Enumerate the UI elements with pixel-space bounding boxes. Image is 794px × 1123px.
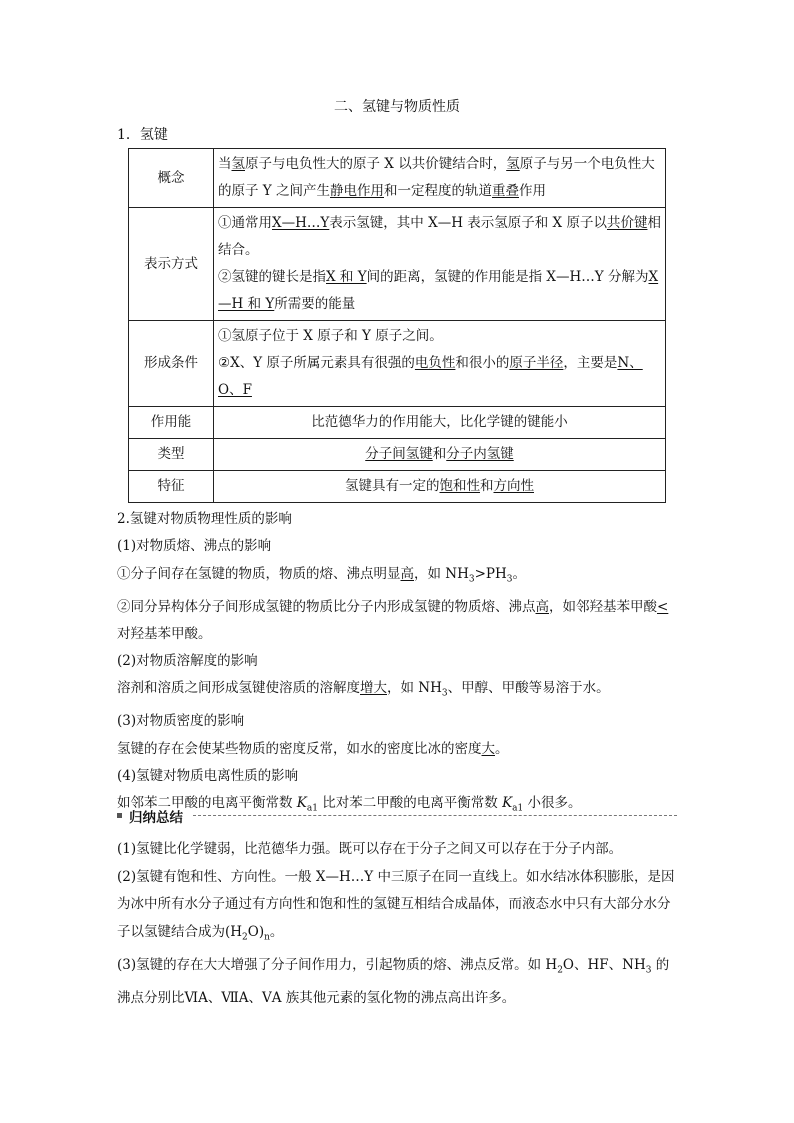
subsection-heading: (1)对物质熔、沸点的影响: [117, 538, 272, 555]
row-key: 作用能: [129, 407, 214, 439]
subsection-heading: (2)对物质溶解度的影响: [117, 653, 258, 670]
row-key: 形成条件: [129, 321, 214, 407]
paragraph: ②同分异构体分子间形成氢键的物质比分子内形成氢键的物质熔、沸点高，如邻羟基苯甲酸<对羟基苯甲酸。: [117, 598, 669, 642]
summary-label: 归纳总结: [129, 810, 183, 826]
subsection-heading: (4)氢键对物质电离性质的影响: [117, 768, 299, 785]
row-value: 比范德华力的作用能大，比化学键的键能小: [214, 407, 666, 439]
body-text: [117, 506, 679, 823]
row-value: ①通常用X—H…Y表示氢键，其中 X—H 表示氢原子和 X 原子以共价键相结合。 ②氢键的键长是指X 和 Y间的距离，氢键的作用能是指 X—H…Y 分解为X—H 和 Y所需要的能量: [214, 208, 666, 321]
summary-item: (1)氢键比化学键弱，比范德华力强。既可以存在于分子之间又可以存在于分子内部。: [117, 841, 623, 857]
hydrogen-bond-table: [128, 148, 666, 503]
table-row-energy: [129, 407, 666, 439]
summary-item: (2)氢键有饱和性、方向性。一般 X—H…Y 中三原子在同一直线上。如水结冰体积膨胀，是因为冰中所有水分子通过有方向性和饱和性的氢键互相结合成晶体，而液态水中只有大部分水分子以氢键结合成为$(H_2O)_n$。: [117, 868, 675, 943]
paragraph: ①分子间存在氢键的物质，物质的熔、沸点明显高，如 $NH_3>PH_3$。: [117, 565, 527, 585]
summary-item: (3)氢键的存在大大增强了分子间作用力，引起物质的熔、沸点反常。如 $H_2O$、HF、$NH_3$ 的沸点分别比ⅥA、ⅦA、ⅤA 族其他元素的氢化物的沸点高出许多。: [117, 956, 670, 1006]
table-row-conditions: [129, 321, 666, 407]
paragraph: 如邻苯二甲酸的电离平衡常数 $K_{a1}$ 比对苯二甲酸的电离平衡常数 $K_{a1}$ 小很多。: [117, 795, 582, 815]
section-heading: 2.氢键对物质物理性质的影响: [117, 511, 292, 527]
table-row-concept: [129, 149, 666, 208]
row-key: 类型: [129, 439, 214, 471]
table-row-feature: [129, 471, 666, 503]
summary-header: [117, 806, 677, 826]
row-value: 分子间氢键和分子内氢键: [214, 439, 666, 471]
subsection-heading: (3)对物质密度的影响: [117, 713, 245, 730]
row-value: 当氢原子与电负性大的原子 X 以共价键结合时，氢原子与另一个电负性大的原子 Y 之间产生静电作用和一定程度的轨道重叠作用: [214, 149, 666, 208]
paragraph: 溶剂和溶质之间形成氢键使溶质的溶解度增大，如 $NH_3$、甲醇、甲酸等易溶于水。: [117, 680, 610, 700]
section-heading-hydrogen-bond: 1．氢键: [117, 127, 168, 143]
row-key: 概念: [129, 149, 214, 208]
row-key: 特征: [129, 471, 214, 503]
page-title: 二、氢键与物质性质: [334, 99, 460, 115]
square-bullet-icon: [117, 813, 122, 818]
row-value: 氢键具有一定的饱和性和方向性: [214, 471, 666, 503]
table-row-type: [129, 439, 666, 471]
paragraph: 氢键的存在会使某些物质的密度反常，如水的密度比冰的密度大。: [117, 740, 509, 757]
dashed-divider: [193, 815, 677, 816]
table-row-representation: [129, 208, 666, 321]
row-value: ①氢原子位于 X 原子和 Y 原子之间。 ②X、Y 原子所属元素具有很强的电负性和很小的原子半径，主要是N、O、F: [214, 321, 666, 407]
row-key: 表示方式: [129, 208, 214, 321]
summary-text: [117, 836, 679, 1012]
